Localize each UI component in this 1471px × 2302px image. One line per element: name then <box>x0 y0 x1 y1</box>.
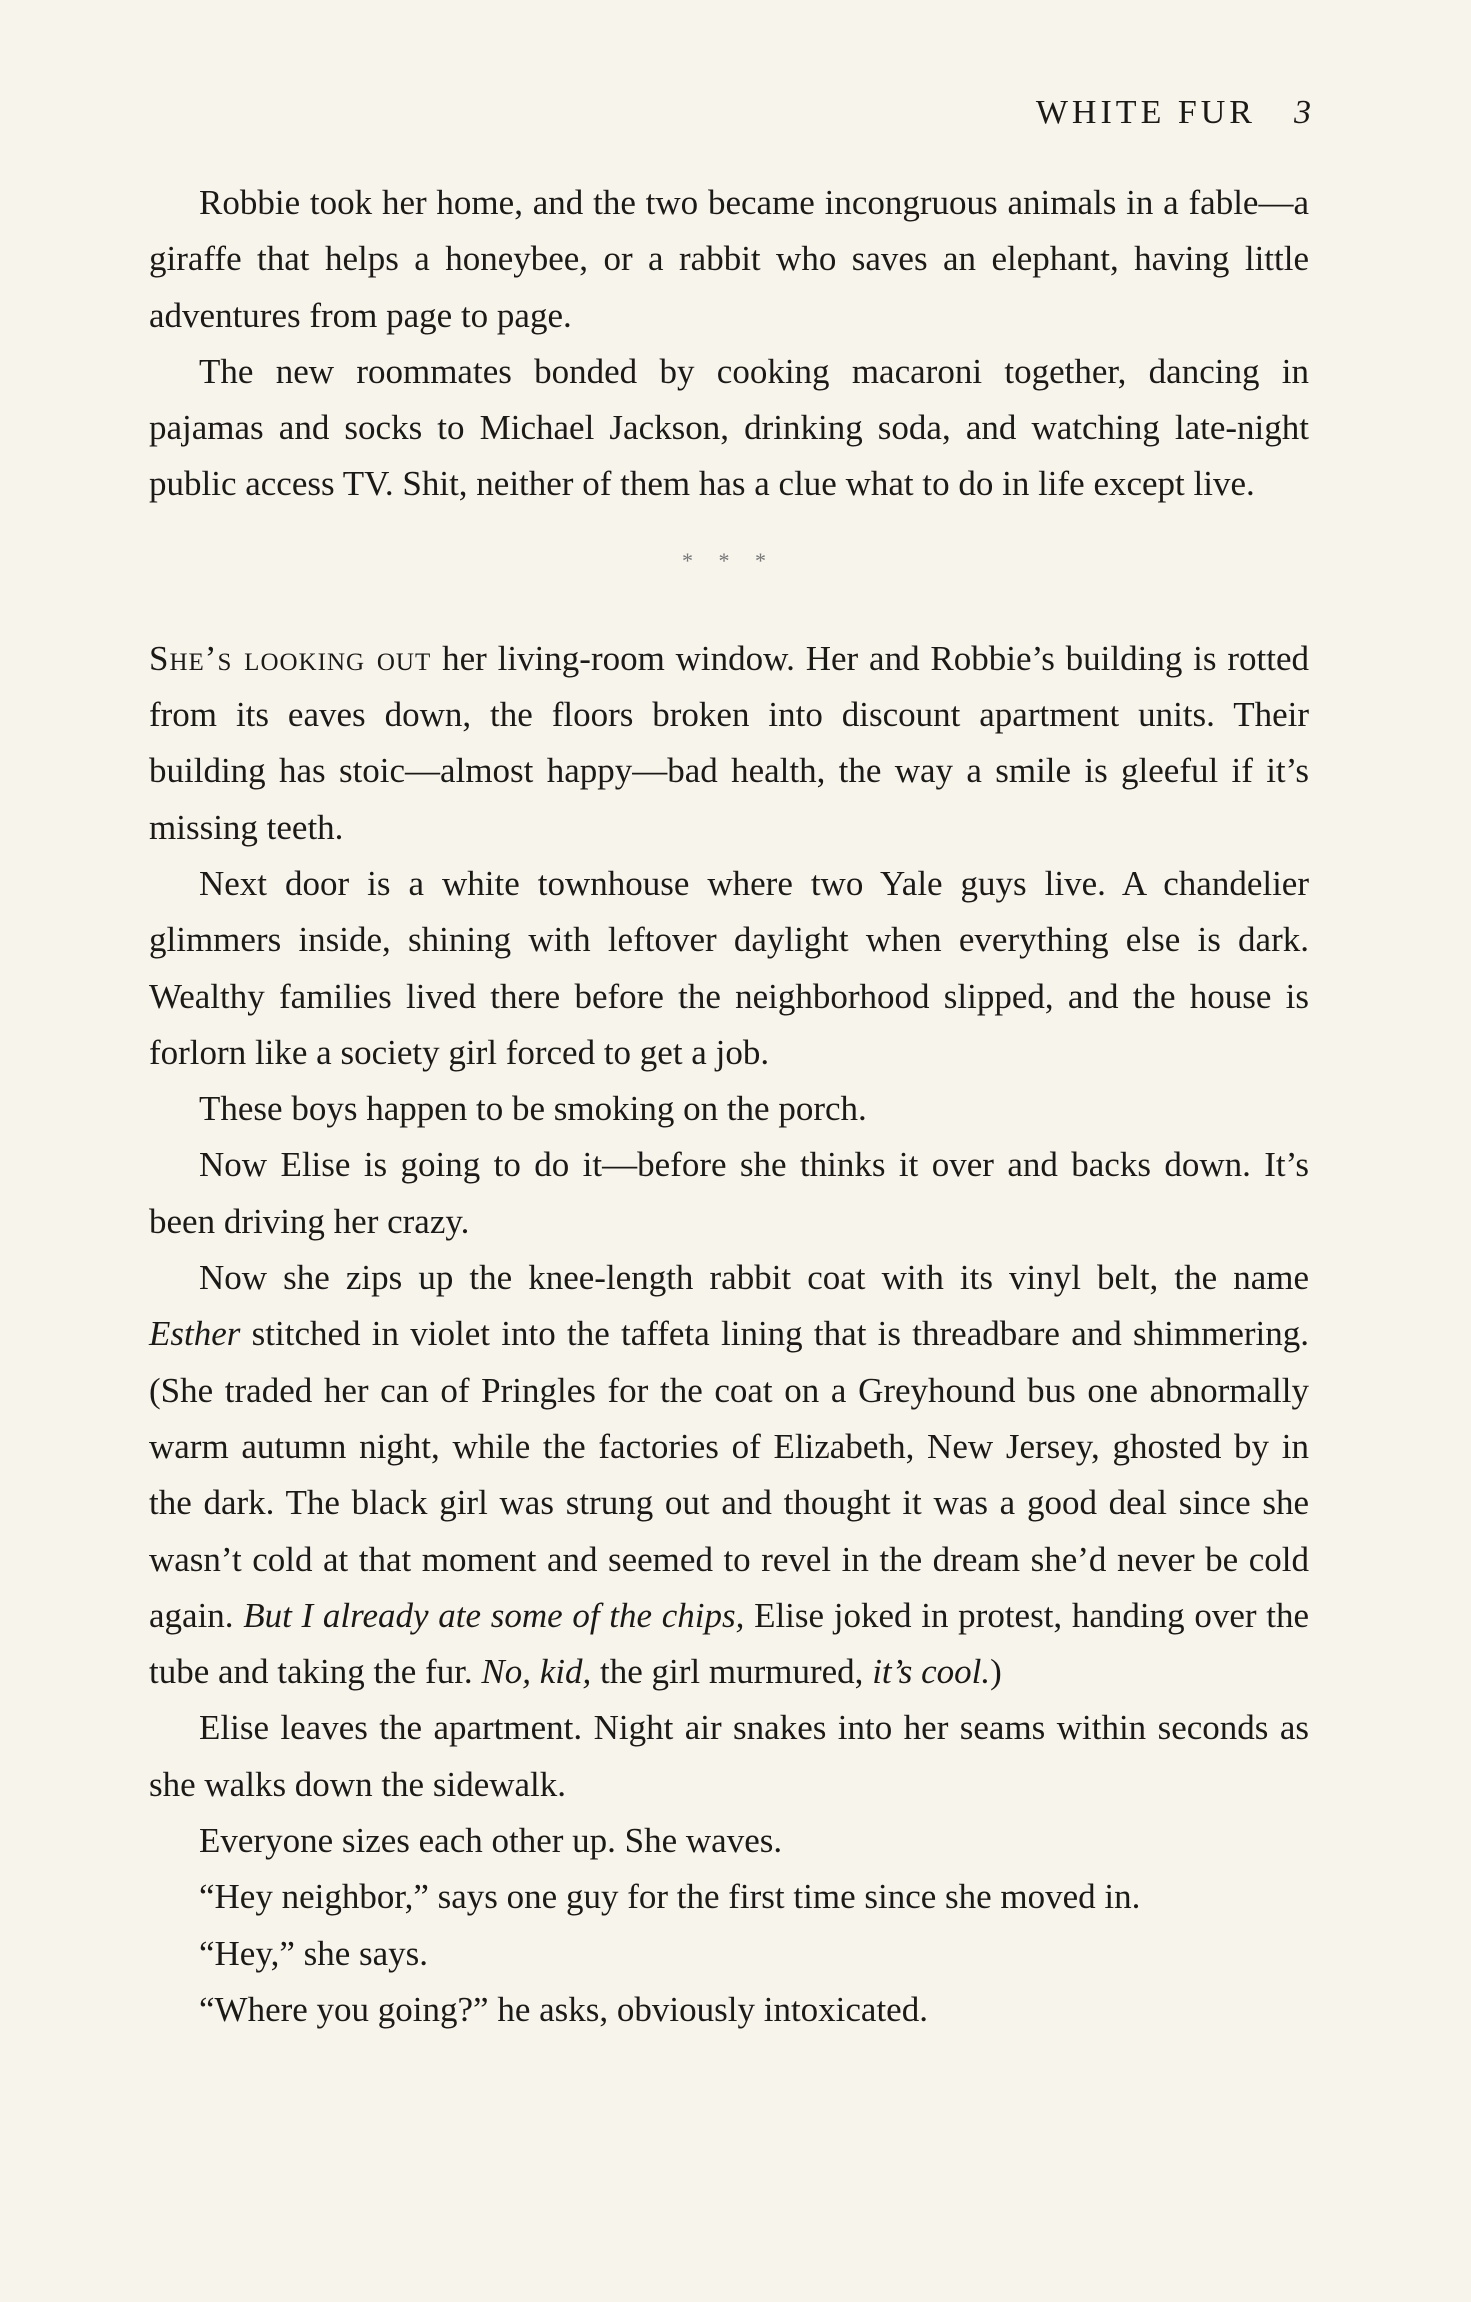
paragraph: “Hey neighbor,” says one guy for the first time since she moved in. <box>199 1877 1141 1917</box>
italic-quote: it’s cool. <box>872 1652 991 1692</box>
running-head <box>1036 94 1311 132</box>
running-title: WHITE FUR <box>1035 94 1256 131</box>
small-caps-lead: She’s looking out <box>149 638 432 678</box>
paragraph: Everyone sizes each other up. She waves. <box>199 1821 783 1861</box>
italic-quote: No, kid, <box>481 1652 592 1692</box>
paragraph: The new roommates bonded by cooking macaroni together, dancing in pajamas and socks to Michael Jackson, drinking soda, and watching late-night public access TV. Shit, neither of them has a clue what to do in life except live. <box>149 351 1309 504</box>
page-number: 3 <box>1294 94 1311 131</box>
body-text <box>149 175 1309 2038</box>
paragraph: Now Elise is going to do it—before she thinks it over and backs down. It’s been driving her crazy. <box>149 1145 1309 1241</box>
paragraph: Robbie took her home, and the two became incongruous animals in a fable—a giraffe that helps a honeybee, or a rabbit who saves an elephant, having little adventures from page to page. <box>149 183 1309 335</box>
paragraph: Now she zips up the knee-length rabbit coat with its vinyl belt, the name Esther stitched in violet into the taffeta lining that is threadbare and shimmering. (She traded her can of Pringles for the coat on a Greyhound bus one abnormally warm autumn night, while the factories of Elizabeth, New Jersey, ghosted by in the dark. The black girl was strung out and thought it was a good deal since she wasn’t cold at that moment and seemed to revel in the dream she’d never be cold again. But I already ate some of the chips, Elise joked in protest, handing over the tube and taking the fur. No, kid, the girl murmured, it’s cool.) <box>149 1258 1309 1692</box>
italic-quote: But I already ate some of the chips, <box>243 1595 745 1635</box>
italic-name: Esther <box>149 1314 241 1354</box>
paragraph: “Where you going?” he asks, obviously intoxicated. <box>199 1989 928 2029</box>
section-break-ornament: * * * <box>682 547 776 573</box>
paragraph: These boys happen to be smoking on the porch. <box>199 1089 867 1129</box>
paragraph: She’s looking out her living-room window. Her and Robbie’s building is rotted from its eaves down, the floors broken into discount apartment units. Their building has stoic—almost happy—bad health, the way a smile is gleeful if it’s missing teeth. <box>149 638 1309 847</box>
paragraph: Next door is a white townhouse where two Yale guys live. A chandelier glimmers inside, shining with leftover daylight when everything else is dark. Wealthy families lived there before the neighborhood slipped, and the house is forlorn like a society girl forced to get a job. <box>149 863 1309 1072</box>
paragraph: “Hey,” she says. <box>199 1933 429 1973</box>
paragraph: Elise leaves the apartment. Night air snakes into her seams within seconds as she walks down the sidewalk. <box>149 1708 1309 1804</box>
